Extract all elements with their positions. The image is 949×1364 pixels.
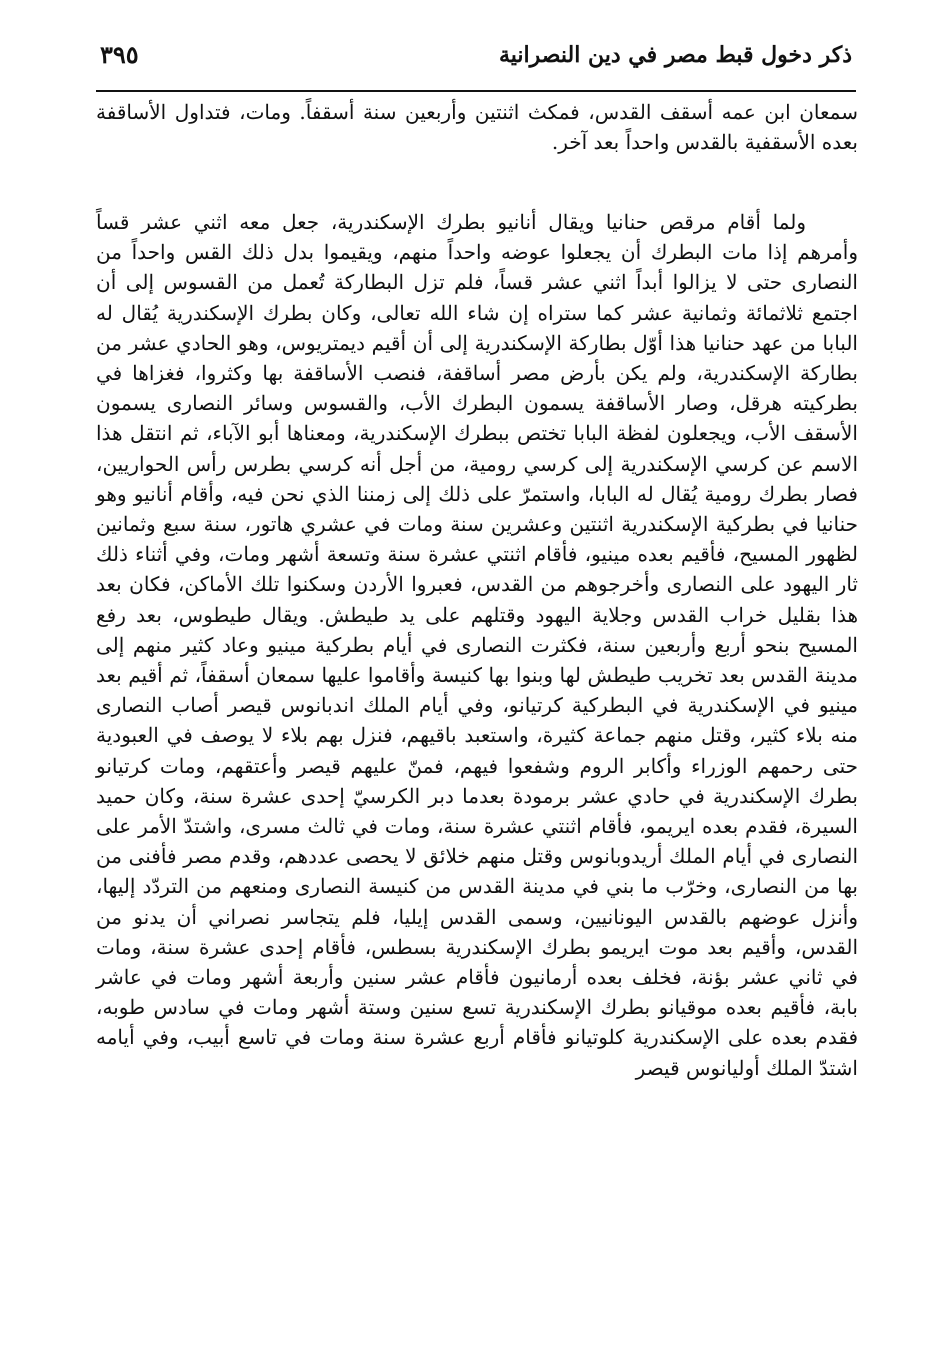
header-divider [96,90,856,92]
paragraph-continuation: سمعان ابن عمه أسقف القدس، فمكث اثنتين وأربعين سنة أسقفاً. ومات، فتداول الأساقفة بعده الأسقفية بالقدس واحداً بعد آخر. [96,100,858,155]
running-title: ذكر دخول قبط مصر في دين النصرانية [498,42,852,68]
page-number: ٣٩٥ [100,40,139,69]
paragraph-main: ولما أقام مرقص حنانيا ويقال أنانيو بطرك الإسكندرية، جعل معه اثني عشر قساً وأمرهم إذا مات البطرك أن يجعلوا عوضه واحداً منهم، ويقيموا بدل ذلك القس واحداً من النصارى حتى لا يزالوا أبداً اثني عشر قساً، فلم تزل البطاركة تُعمل من القسوس إلى أن اجتمع ثلاثمائة وثمانية عشر كما ستراه إن شاء الله تعالى، وكان بطرك الإسكندرية يُقال له البابا من عهد حنانيا هذا أوّل بطاركة الإسكندرية إلى أن أقيم ديمتريوس، وهو الحادي عشر من بطاركة الإسكندرية، ولم يكن بأرض مصر أساقفة، فنصب الأساقفة بها وكثروا، فغزاها في بطركيته هرقل، وصار الأساقفة يسمون البطرك الأب، والقسوس وسائر النصارى يسمون الأسقف الأب، ويجعلون لفظة البابا تختص ببطرك الإسكندرية، ومعناها أبو الآباء، ثم انتقل هذا الاسم عن كرسي الإسكندرية إلى كرسي رومية، من أجل أنه كرسي بطرس رأس الحواريين، فصار بطرك رومية يُقال له البابا، واستمرّ على ذلك إلى زمننا الذي نحن فيه، وأقام أنانيو وهو حنانيا في بطركية الإسكندرية اثنتين وعشرين سنة ومات في عشري هاتور، سنة سبع وثمانين لظهور المسيح، فأقيم بعده مينيو، فأقام اثنتي عشرة سنة وتسعة أشهر ومات، وفي أثناء ذلك ثار اليهود على النصارى وأخرجوهم من القدس، فعبروا الأردن وسكنوا تلك الأماكن، فكان بعد هذا بقليل خراب القدس وجلاية اليهود وقتلهم على يد طيطش. ويقال طيطوس، بعد رفع المسيح بنحو أربع وأربعين سنة، فكثرت النصارى في أيام بطركية مينيو وعاد كثير منهم إلى مدينة القدس بعد تخريب طيطش لها وبنوا بها كنيسة وأقاموا عليها سمعان أسقفاً، ثم أقيم بعد مينيو في الإسكندرية في البطركية كرتيانو، وفي أيام الملك اندبانوس قيصر أصاب النصارى منه بلاء كثير، وقتل منهم جماعة كثيرة، واستعبد باقيهم، فنزل بهم بلاء لا يوصف في العبودية حتى رحمهم الوزراء وأكابر الروم وشفعوا فيهم، فمنّ عليهم قيصر وأعتقهم، ومات كرتيانو بطرك الإسكندرية في حادي عشر برمودة بعدما دبر الكرسيّ إحدى عشرة سنة، وكان حميد السيرة، فقدم بعده ايريمو، فأقام اثنتي عشرة سنة، ومات في ثالث مسرى، واشتدّ الأمر على النصارى في أيام الملك أريدوبانوس وقتل منهم خلائق لا يحصى عددهم، وقدم مصر فأفنى من بها من النصارى، وخرّب ما بني في مدينة القدس من كنيسة النصارى ومنعهم من التردّد إليها، وأنزل عوضهم بالقدس اليونانيين، وسمى القدس إيليا، فلم يتجاسر نصراني أن يدنو من القدس، وأقيم بعد موت ايريمو بطرك الإسكندرية بسطس، فأقام إحدى عشرة سنة، ومات في ثاني عشر بؤنة، فخلف بعده أرمانيون فأقام عشر سنين وأربعة أشهر ومات في عاشر بابة، فأقيم بعده موقيانو بطرك الإسكندرية تسع سنين وستة أشهر ومات في سادس طوبه، فقدم بعده على الإسكندرية كلوتيانو فأقام أربع عشرة سنة ومات في تاسع أبيب، وفي أيامه اشتدّ الملك أوليانوس قيصر [96,210,859,1080]
page-header [96,34,854,86]
